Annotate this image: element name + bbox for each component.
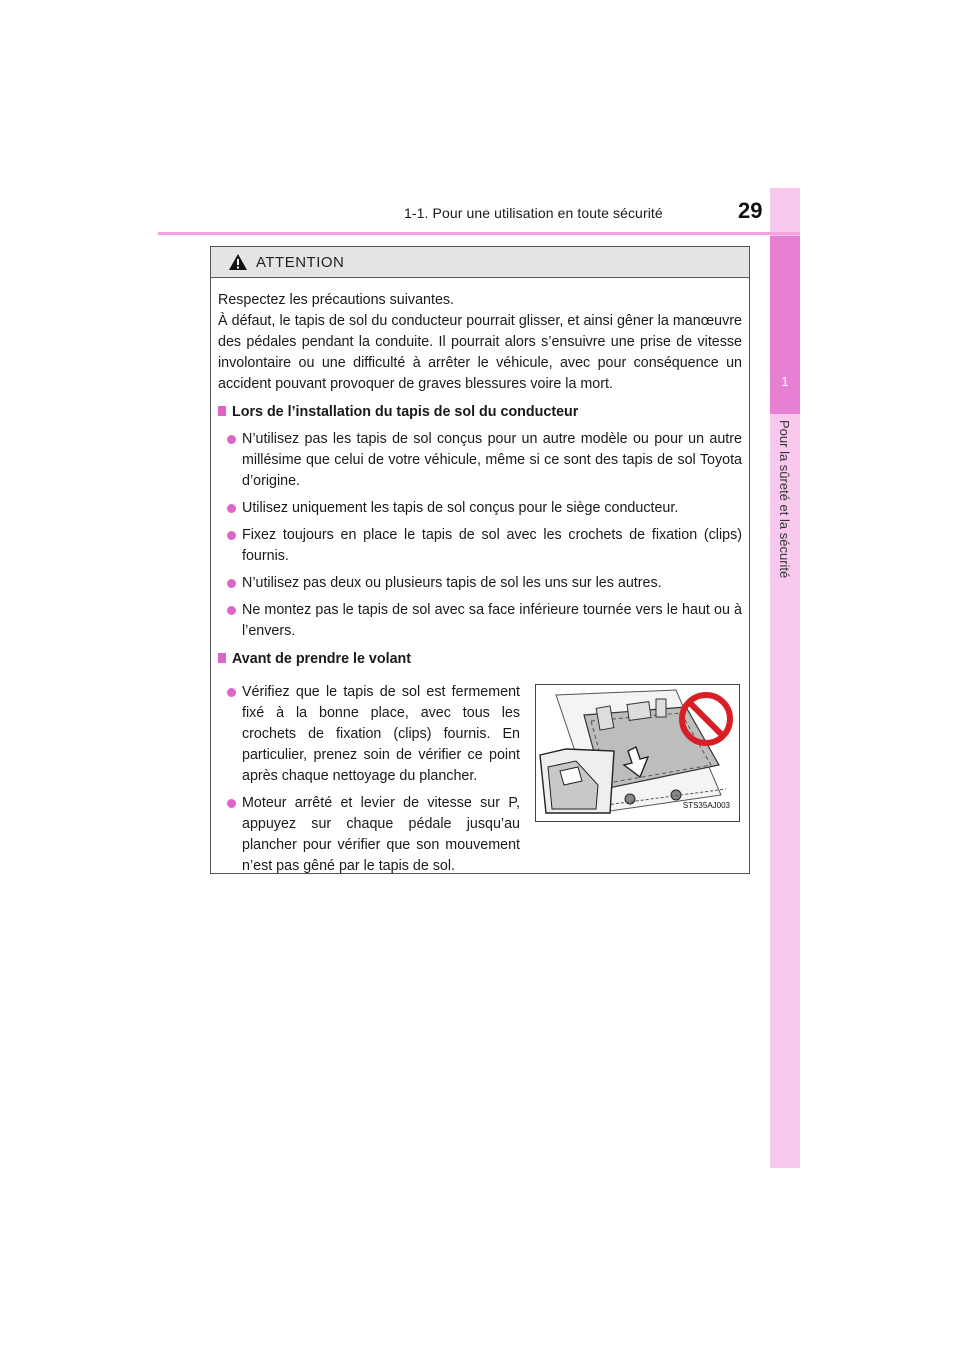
bullet-dot-icon [227, 531, 236, 540]
bullet-dot-icon [227, 688, 236, 697]
bullet-dot-icon [227, 579, 236, 588]
list-item-text: Ne montez pas le tapis de sol avec sa face inférieure tournée vers le haut ou à l’envers. [242, 602, 742, 639]
intro-line: Respectez les précautions suivantes. [218, 292, 455, 308]
section-heading-installation [218, 402, 742, 423]
figure-code: STS35AJ003 [682, 801, 730, 810]
page-number: 29 [738, 198, 763, 223]
list-item-text: Fixez toujours en place le tapis de sol avec les crochets de fixation (clips) fournis. [242, 527, 742, 564]
header-title: 1-1. Pour une utilisation en toute sécurité [404, 205, 663, 221]
list-item [218, 600, 742, 642]
header-rule [158, 232, 800, 235]
bullet-dot-icon [227, 435, 236, 444]
bullet-dot-icon [227, 606, 236, 615]
warning-body [211, 278, 749, 877]
side-tab-label: Pour la sûreté et la sécurité [777, 420, 792, 579]
section2-content [218, 676, 742, 877]
list-item-text: N’utilisez pas les tapis de sol conçus pour un autre modèle ou pour un autre millésime que celui de votre véhicule, même si ce sont des tapis de sol Toyota d’origine. [242, 431, 742, 489]
square-bullet-icon [218, 653, 226, 663]
intro-paragraph: À défaut, le tapis de sol du conducteur pourrait glisser, et ainsi gêner la manœuvre des pédales pendant la conduite. Il pourrait alors s’ensuivre une prise de vitesse involontaire ou une difficulté à arrêter le véhicule, avec pour conséquence un accident pouvant provoquer de graves blessures voire la mort. [218, 313, 742, 392]
list-item [218, 525, 742, 567]
list-item-text: Utilisez uniquement les tapis de sol conçus pour le siège conducteur. [242, 500, 679, 516]
section2-bullets [218, 676, 520, 877]
floor-mat-illustration [535, 684, 740, 822]
warning-box [210, 246, 750, 874]
list-item [218, 498, 742, 519]
bullet-dot-icon [227, 799, 236, 808]
list-item [218, 682, 520, 787]
list-item-text: Vérifiez que le tapis de sol est fermement fixé à la bonne place, avec tous les crochets de fixation (clips) fournis. En particulier, prenez soin de vérifier ce point après chaque nettoyage du plancher. [242, 684, 520, 784]
warning-triangle-icon [228, 253, 248, 271]
chapter-number: 1 [781, 374, 789, 389]
bullet-dot-icon [227, 504, 236, 513]
list-item [218, 429, 742, 492]
section-heading-text: Avant de prendre le volant [232, 651, 412, 667]
section-heading-before-driving [218, 649, 742, 670]
list-item [218, 573, 742, 594]
warning-header [211, 247, 749, 278]
list-item [218, 793, 520, 877]
square-bullet-icon [218, 406, 226, 416]
warning-title: ATTENTION [256, 253, 345, 271]
list-item-text: Moteur arrêté et levier de vitesse sur P, appuyez sur chaque pédale jusqu’au plancher pour vérifier que son mouvement n’est pas gêné par le tapis de sol. [242, 795, 520, 874]
list-item-text: N’utilisez pas deux ou plusieurs tapis de sol les uns sur les autres. [242, 575, 662, 591]
section-heading-text: Lors de l’installation du tapis de sol du conducteur [232, 404, 579, 420]
